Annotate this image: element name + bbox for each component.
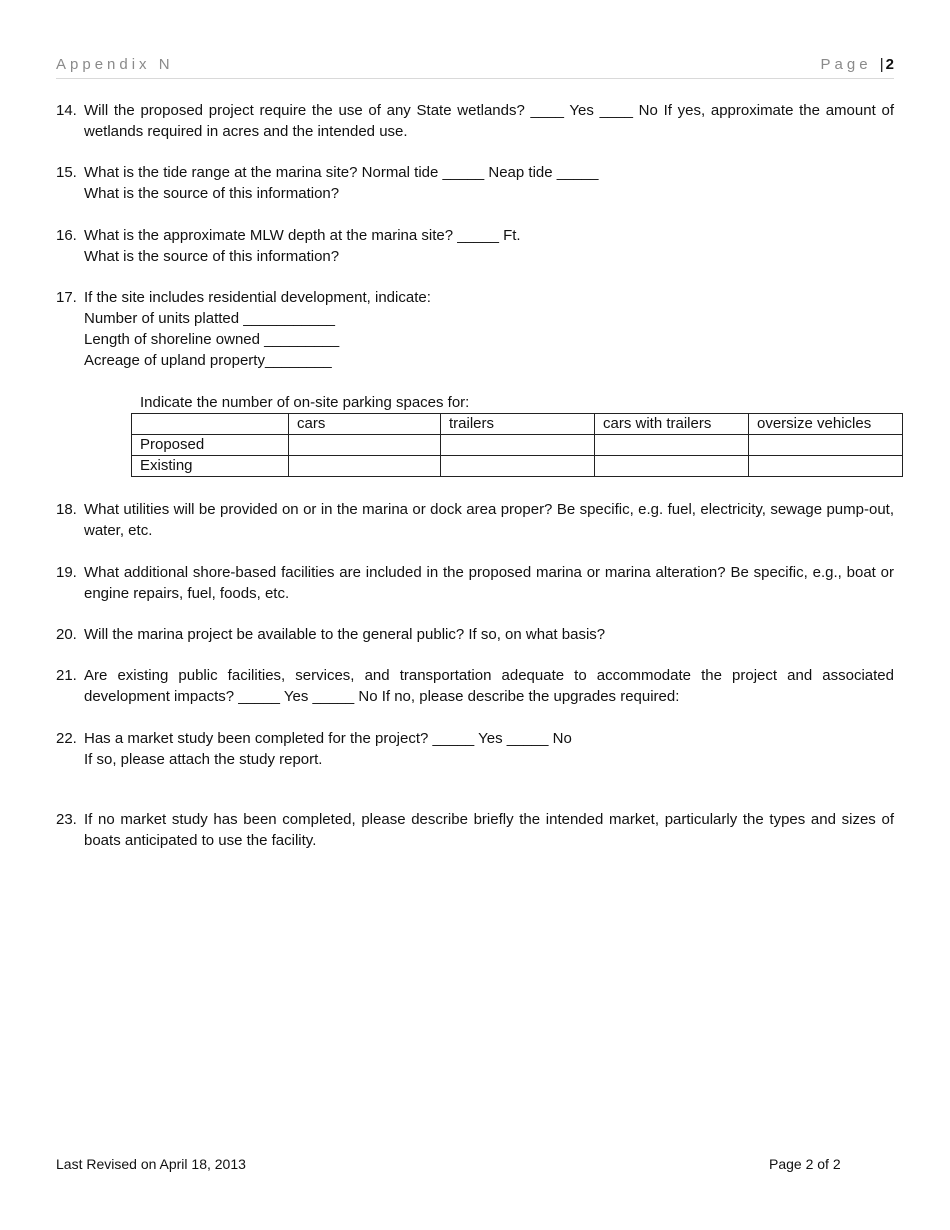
- question-21: [56, 665, 894, 707]
- question-text: If the site includes residential development, indicate:: [84, 289, 431, 306]
- question-text: Will the marina project be available to the general public? If so, on what basis?: [84, 626, 606, 643]
- question-number: 14.: [56, 102, 77, 119]
- cell-existing-oversize[interactable]: [749, 456, 903, 477]
- question-number: 21.: [56, 667, 77, 684]
- question-number: 17.: [56, 289, 77, 306]
- question-16: [56, 225, 894, 267]
- cell-existing-trailers[interactable]: [441, 456, 595, 477]
- parking-header-row: [132, 414, 903, 435]
- question-text: Will the proposed project require the use of any State wetlands? ____ Yes ____ No If yes, approximate the amount of wetlands required in acres and the intended use.: [84, 102, 894, 140]
- shoreline-owned-item: Length of shoreline owned _________: [84, 331, 340, 348]
- page-header: [56, 56, 894, 79]
- question-number: 23.: [56, 811, 77, 828]
- question-14: [56, 100, 894, 142]
- question-text: If no market study has been completed, please describe briefly the intended market, particularly the types and sizes of boats anticipated to use the facility.: [84, 811, 894, 849]
- question-subtext: What is the source of this information?: [84, 185, 340, 202]
- question-20: [56, 624, 894, 645]
- revision-date: Last Revised on April 18, 2013: [56, 1156, 246, 1172]
- page-number: 2: [885, 56, 894, 73]
- question-23: [56, 809, 894, 851]
- question-number: 20.: [56, 626, 77, 643]
- question-text: What is the tide range at the marina site? Normal tide _____ Neap tide _____: [84, 164, 599, 181]
- question-number: 19.: [56, 564, 77, 581]
- header-cell-trailers: trailers: [441, 414, 595, 435]
- row-label: Existing: [132, 456, 289, 477]
- cell-proposed-cars-with-trailers[interactable]: [595, 435, 749, 456]
- question-text: What utilities will be provided on or in the marina or dock area proper? Be specific, e.g. fuel, electricity, sewage pump-out, water, etc.: [84, 501, 894, 539]
- header-cell-cars: cars: [289, 414, 441, 435]
- cell-proposed-oversize[interactable]: [749, 435, 903, 456]
- question-text: Are existing public facilities, services, and transportation adequate to accommodate the project and associated development impacts? _____ Yes _____ No If no, please describe the upgrades required:: [84, 667, 894, 705]
- units-platted-item: Number of units platted ___________: [84, 310, 336, 327]
- question-text: Has a market study been completed for the project? _____ Yes _____ No: [84, 730, 572, 747]
- row-label: Proposed: [132, 435, 289, 456]
- question-22: [56, 728, 894, 770]
- parking-table: [131, 413, 903, 477]
- question-number: 18.: [56, 501, 77, 518]
- page-indicator: [821, 56, 894, 73]
- cell-existing-cars[interactable]: [289, 456, 441, 477]
- question-text: What is the approximate MLW depth at the marina site? _____ Ft.: [84, 227, 521, 244]
- question-18: [56, 499, 894, 541]
- question-subtext: What is the source of this information?: [84, 248, 340, 265]
- cell-proposed-cars[interactable]: [289, 435, 441, 456]
- question-17: [56, 287, 894, 371]
- appendix-label: Appendix N: [56, 56, 174, 73]
- parking-intro: Indicate the number of on-site parking spaces for:: [140, 394, 470, 411]
- header-cell-oversize-vehicles: oversize vehicles: [749, 414, 903, 435]
- question-number: 22.: [56, 730, 77, 747]
- header-cell-empty: [132, 414, 289, 435]
- header-cell-cars-with-trailers: cars with trailers: [595, 414, 749, 435]
- parking-row-proposed: [132, 435, 903, 456]
- cell-proposed-trailers[interactable]: [441, 435, 595, 456]
- question-number: 16.: [56, 227, 77, 244]
- question-subtext: If so, please attach the study report.: [84, 751, 323, 768]
- page-count: Page 2 of 2: [769, 1156, 841, 1172]
- question-19: [56, 562, 894, 604]
- page-separator: |: [879, 56, 886, 73]
- upland-acreage-item: Acreage of upland property________: [84, 352, 332, 369]
- cell-existing-cars-with-trailers[interactable]: [595, 456, 749, 477]
- question-15: [56, 162, 894, 204]
- question-text: What additional shore-based facilities are included in the proposed marina or marina alteration? Be specific, e.g., boat or engine repairs, fuel, foods, etc.: [84, 564, 894, 602]
- question-number: 15.: [56, 164, 77, 181]
- page-label: Page: [820, 56, 872, 73]
- parking-row-existing: [132, 456, 903, 477]
